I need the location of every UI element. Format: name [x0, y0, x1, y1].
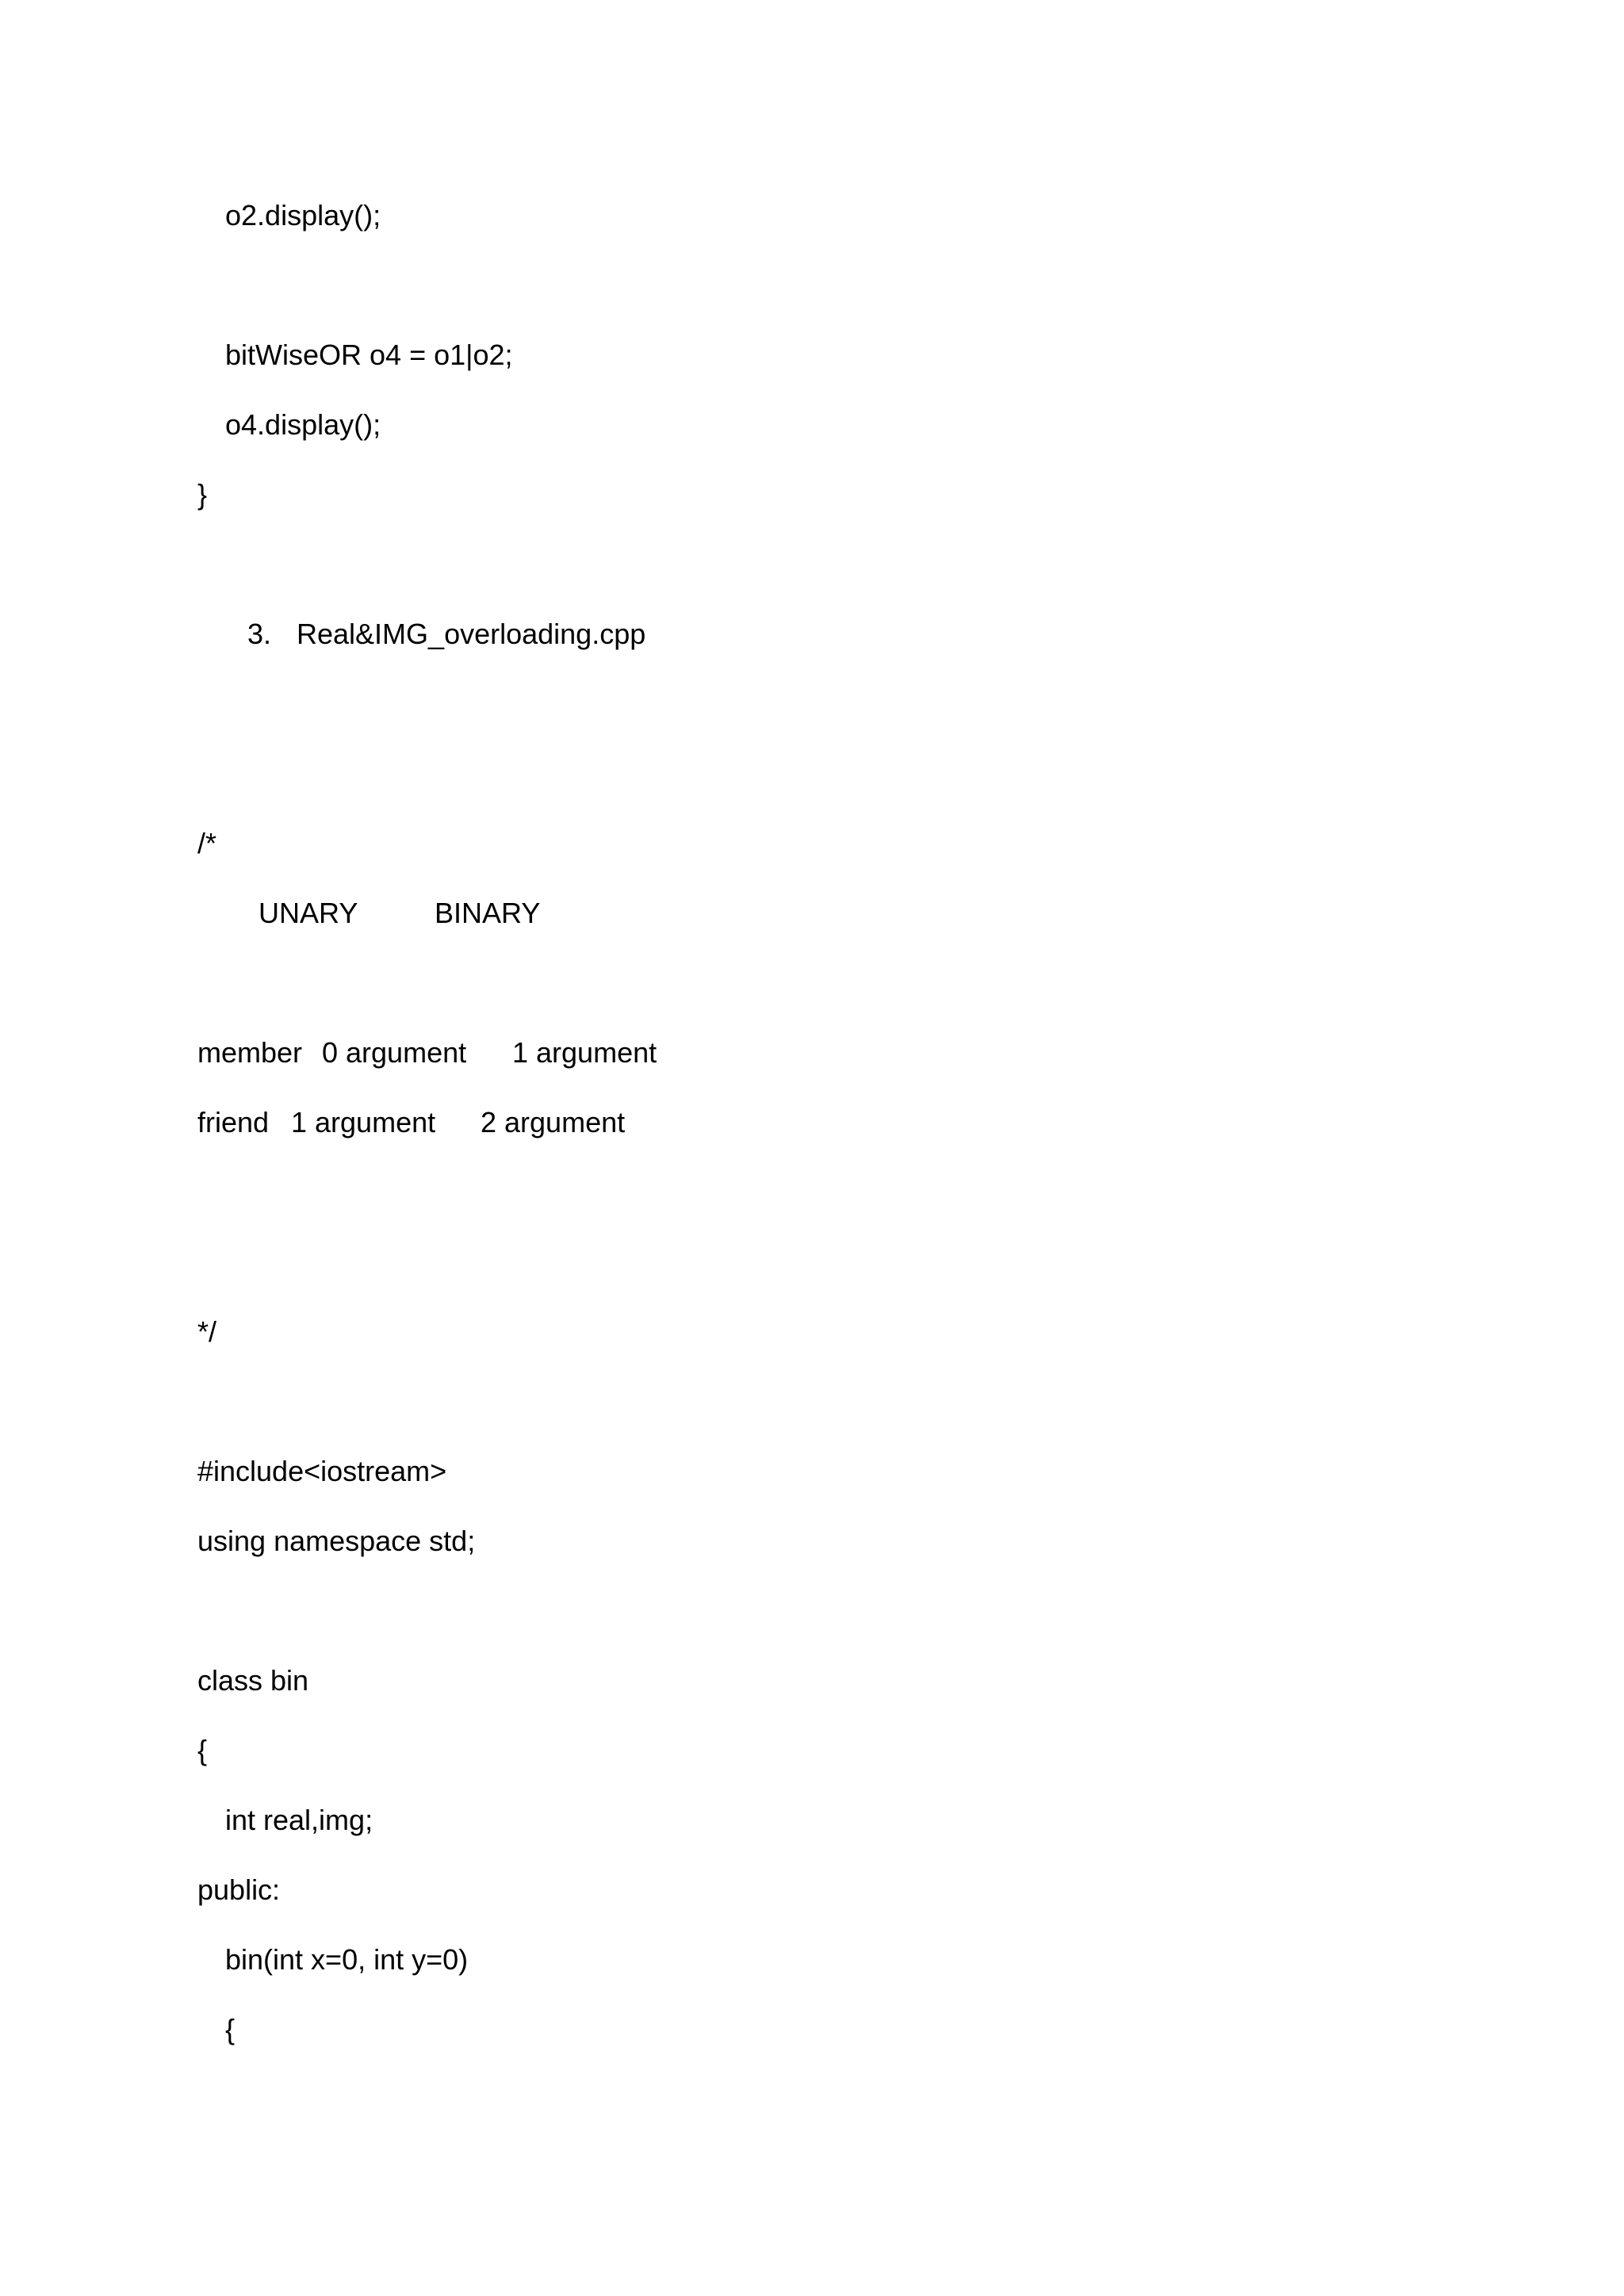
- code-line-using: using namespace std;: [197, 1525, 476, 1557]
- code-line-class-decl: class bin: [197, 1664, 309, 1697]
- comment-member-unary: 0 argument: [322, 1036, 467, 1069]
- comment-friend-label: friend: [197, 1106, 270, 1138]
- comment-friend-binary: 2 argument: [481, 1106, 626, 1138]
- list-item-number: 3.: [247, 618, 272, 650]
- comment-col-binary: BINARY: [435, 897, 541, 929]
- code-line-include: #include<iostream>: [197, 1455, 447, 1487]
- comment-member-binary: 1 argument: [512, 1036, 657, 1069]
- code-line-bitwise-or: bitWiseOR o4 = o1|o2;: [225, 339, 513, 371]
- comment-friend-unary: 1 argument: [291, 1106, 436, 1138]
- comment-open: /*: [197, 827, 217, 859]
- comment-col-unary: UNARY: [259, 897, 358, 929]
- code-line-open-brace: {: [197, 1734, 208, 1766]
- comment-member-label: member: [197, 1036, 303, 1069]
- list-item-title: Real&IMG_overloading.cpp: [297, 618, 646, 650]
- code-line-members: int real,img;: [225, 1804, 373, 1836]
- code-line-public: public:: [197, 1873, 281, 1906]
- code-line-o2-display: o2.display();: [225, 199, 381, 232]
- comment-close: */: [197, 1315, 217, 1348]
- code-line-close-brace: }: [197, 478, 208, 511]
- code-line-o4-display: o4.display();: [225, 408, 381, 441]
- code-line-ctor-open: {: [225, 2013, 236, 2045]
- code-line-ctor: bin(int x=0, int y=0): [225, 1943, 469, 1976]
